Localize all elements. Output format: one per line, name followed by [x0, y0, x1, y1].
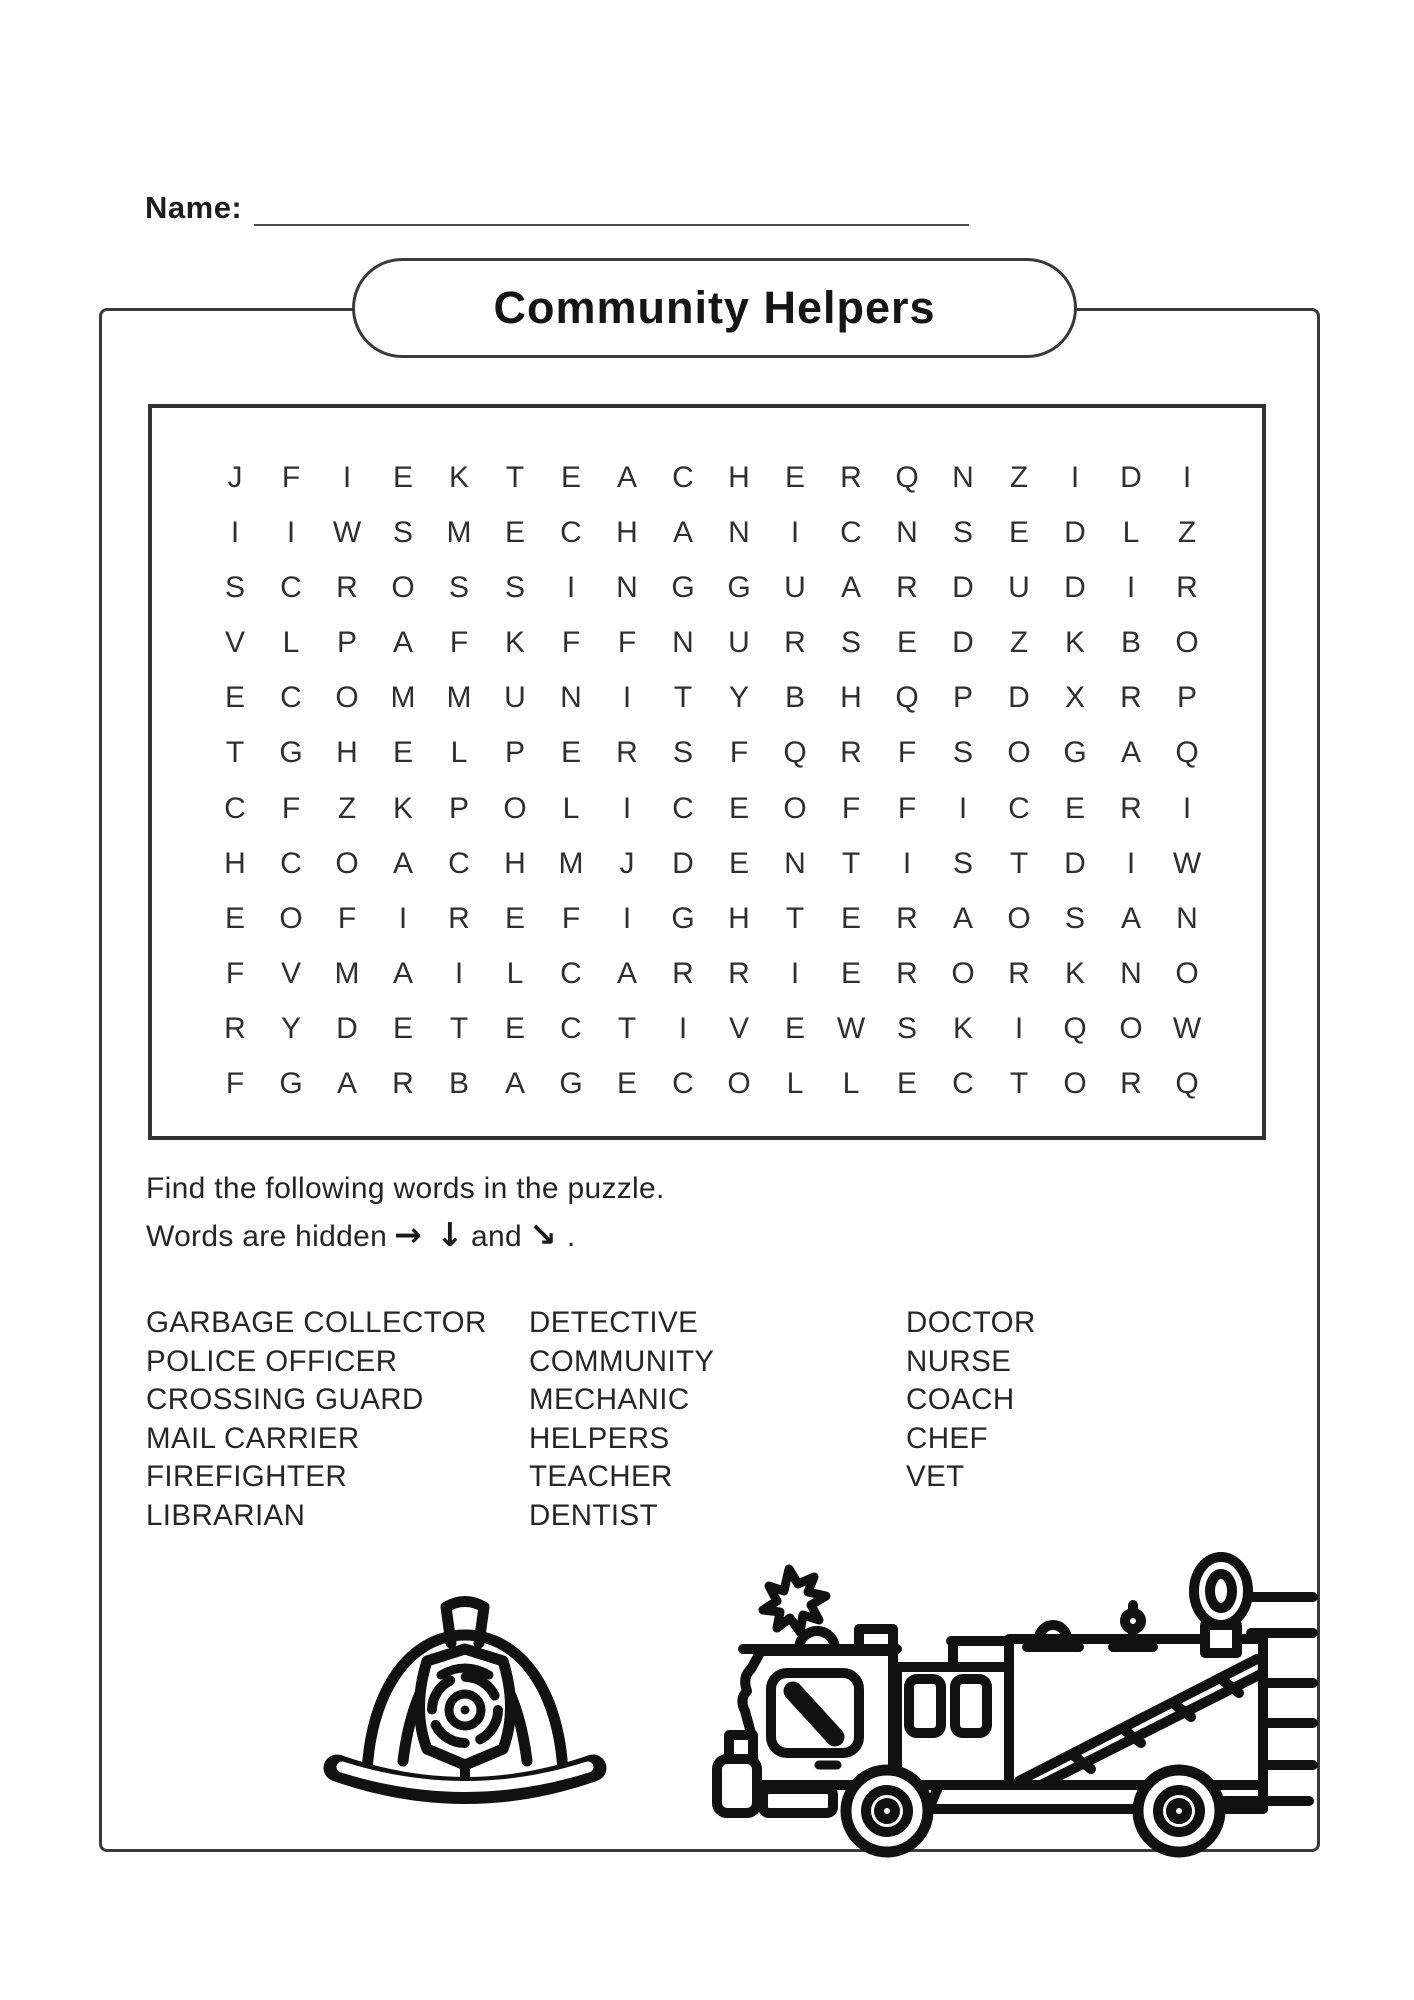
- grid-letter: M: [446, 515, 472, 549]
- word-list-column: [529, 1304, 715, 1535]
- word-list-column: [146, 1304, 487, 1535]
- grid-letter: T: [505, 460, 525, 494]
- grid-letter: T: [785, 901, 805, 935]
- grid-letter: R: [896, 570, 918, 604]
- grid-letter: M: [558, 846, 584, 880]
- grid-letter: C: [448, 846, 470, 880]
- word-list-item: MECHANIC: [529, 1383, 690, 1416]
- grid-letter: D: [952, 570, 974, 604]
- grid-letter: O: [1007, 901, 1031, 935]
- grid-letter: G: [671, 901, 695, 935]
- grid-letter: M: [390, 681, 416, 715]
- grid-letter: R: [728, 957, 750, 991]
- grid-letter: Q: [1175, 1067, 1199, 1101]
- grid-letter: Q: [783, 736, 807, 770]
- grid-letter: L: [562, 791, 580, 825]
- grid-letter: H: [224, 846, 246, 880]
- grid-letter: E: [392, 1012, 413, 1046]
- grid-letter: C: [280, 846, 302, 880]
- grid-letter: R: [672, 957, 694, 991]
- grid-letter: F: [561, 626, 581, 660]
- word-list-item: TEACHER: [529, 1460, 673, 1493]
- grid-letter: F: [225, 957, 245, 991]
- grid-letter: B: [448, 1067, 469, 1101]
- grid-letter: E: [784, 460, 805, 494]
- grid-letter: F: [449, 626, 469, 660]
- grid-letter: I: [902, 846, 912, 880]
- grid-letter: R: [840, 736, 862, 770]
- grid-letter: W: [1172, 846, 1202, 880]
- grid-letter: T: [673, 681, 693, 715]
- grid-letter: R: [448, 901, 470, 935]
- grid-letter: D: [952, 626, 974, 660]
- grid-letter: S: [840, 626, 861, 660]
- grid-letter: I: [342, 460, 352, 494]
- grid-letter: Q: [1175, 736, 1199, 770]
- grid-letter: M: [446, 681, 472, 715]
- grid-letter: S: [952, 515, 973, 549]
- grid-letter: G: [1063, 736, 1087, 770]
- grid-letter: I: [230, 515, 240, 549]
- grid-letter: S: [952, 736, 973, 770]
- grid-letter: N: [1176, 901, 1198, 935]
- word-search-box: [148, 404, 1266, 1140]
- grid-letter: K: [392, 791, 413, 825]
- arrow-right-icon: →: [394, 1215, 423, 1254]
- grid-letter: F: [729, 736, 749, 770]
- grid-letter: R: [336, 570, 358, 604]
- grid-letter: S: [1064, 901, 1085, 935]
- grid-letter: F: [281, 460, 301, 494]
- grid-letter: N: [616, 570, 638, 604]
- instructions-period: .: [566, 1220, 576, 1253]
- grid-letter: D: [1064, 846, 1086, 880]
- grid-letter: L: [450, 736, 468, 770]
- grid-letter: A: [840, 570, 861, 604]
- grid-letter: R: [840, 460, 862, 494]
- grid-letter: L: [1122, 515, 1140, 549]
- grid-letter: G: [279, 736, 303, 770]
- grid-letter: I: [1182, 791, 1192, 825]
- page-title: Community Helpers: [493, 282, 936, 333]
- grid-letter: Q: [1063, 1012, 1087, 1046]
- grid-letter: E: [728, 846, 749, 880]
- grid-letter: E: [224, 901, 245, 935]
- grid-letter: K: [504, 626, 525, 660]
- grid-letter: C: [280, 570, 302, 604]
- grid-letter: X: [1064, 681, 1085, 715]
- grid-letter: T: [841, 846, 861, 880]
- grid-letter: U: [504, 681, 526, 715]
- grid-letter: W: [332, 515, 362, 549]
- grid-letter: O: [1175, 626, 1199, 660]
- grid-letter: I: [1126, 570, 1136, 604]
- firefighter-helmet-icon: [315, 1577, 615, 1822]
- grid-letter: J: [619, 846, 635, 880]
- grid-letter: C: [1008, 791, 1030, 825]
- grid-letter: E: [504, 901, 525, 935]
- grid-letter: E: [840, 957, 861, 991]
- grid-letter: H: [728, 901, 750, 935]
- firefighter-helmet-illustration: [315, 1577, 615, 1822]
- grid-letter: C: [560, 1012, 582, 1046]
- grid-letter: E: [616, 1067, 637, 1101]
- grid-letter: N: [784, 846, 806, 880]
- instructions-conjunction: and: [470, 1220, 522, 1253]
- grid-letter: E: [560, 736, 581, 770]
- word-list-item: LIBRARIAN: [146, 1498, 306, 1532]
- grid-letter: I: [790, 515, 800, 549]
- grid-letter: E: [560, 460, 581, 494]
- grid-letter: H: [840, 681, 862, 715]
- grid-letter: H: [728, 460, 750, 494]
- grid-letter: K: [1064, 626, 1085, 660]
- grid-letter: T: [617, 1012, 637, 1046]
- grid-letter: I: [622, 901, 632, 935]
- grid-letter: D: [1064, 515, 1086, 549]
- grid-letter: A: [504, 1067, 525, 1101]
- instructions-line2-prefix: Words are hidden: [146, 1220, 388, 1253]
- name-blank-line: [254, 190, 969, 226]
- grid-letter: T: [1009, 846, 1029, 880]
- grid-letter: E: [504, 1012, 525, 1046]
- grid-letter: E: [1064, 791, 1085, 825]
- grid-letter: D: [1008, 681, 1030, 715]
- grid-letter: A: [672, 515, 693, 549]
- grid-letter: F: [337, 901, 357, 935]
- grid-letter: N: [672, 626, 694, 660]
- grid-letter: D: [336, 1012, 358, 1046]
- word-list-item: MAIL CARRIER: [146, 1421, 360, 1455]
- grid-letter: K: [1064, 957, 1085, 991]
- grid-letter: C: [672, 791, 694, 825]
- grid-letter: O: [727, 1067, 751, 1101]
- grid-letter: F: [281, 791, 301, 825]
- grid-letter: Y: [280, 1012, 301, 1046]
- grid-letter: R: [616, 736, 638, 770]
- grid-letter: E: [896, 626, 917, 660]
- grid-letter: P: [448, 791, 469, 825]
- grid-letter: P: [504, 736, 525, 770]
- grid-letter: K: [952, 1012, 973, 1046]
- grid-letter: O: [1007, 736, 1031, 770]
- grid-letter: H: [504, 846, 526, 880]
- fire-truck-icon: [701, 1533, 1325, 1863]
- grid-letter: H: [616, 515, 638, 549]
- word-list-item: VET: [906, 1460, 965, 1493]
- grid-letter: S: [504, 570, 525, 604]
- grid-letter: S: [448, 570, 469, 604]
- grid-letter: I: [958, 791, 968, 825]
- grid-letter: R: [1120, 1067, 1142, 1101]
- word-search-grid: [207, 450, 1215, 1112]
- grid-letter: O: [335, 846, 359, 880]
- grid-letter: L: [506, 957, 524, 991]
- grid-letter: C: [672, 460, 694, 494]
- grid-letter: E: [392, 460, 413, 494]
- grid-letter: E: [504, 515, 525, 549]
- grid-letter: N: [952, 460, 974, 494]
- grid-letter: T: [225, 736, 245, 770]
- grid-letter: A: [392, 957, 413, 991]
- grid-letter: I: [1182, 460, 1192, 494]
- grid-letter: V: [728, 1012, 749, 1046]
- grid-letter: V: [280, 957, 301, 991]
- grid-letter: Z: [337, 791, 357, 825]
- grid-letter: I: [286, 515, 296, 549]
- grid-letter: C: [560, 515, 582, 549]
- grid-letter: I: [566, 570, 576, 604]
- grid-letter: O: [335, 681, 359, 715]
- grid-letter: E: [896, 1067, 917, 1101]
- grid-letter: C: [840, 515, 862, 549]
- word-list-item: DOCTOR: [906, 1306, 1036, 1339]
- title-pill: [352, 258, 1077, 358]
- grid-letter: T: [449, 1012, 469, 1046]
- grid-letter: A: [392, 846, 413, 880]
- grid-letter: U: [728, 626, 750, 660]
- name-row: [145, 190, 1035, 226]
- grid-letter: W: [1172, 1012, 1202, 1046]
- word-list-item: DETECTIVE: [529, 1306, 699, 1339]
- grid-letter: N: [728, 515, 750, 549]
- grid-letter: S: [392, 515, 413, 549]
- grid-letter: E: [224, 681, 245, 715]
- grid-letter: R: [896, 901, 918, 935]
- instructions-line1: Find the following words in the puzzle.: [146, 1172, 665, 1205]
- instructions-line2: [146, 1212, 665, 1260]
- grid-letter: O: [1119, 1012, 1143, 1046]
- grid-letter: W: [836, 1012, 866, 1046]
- grid-letter: U: [784, 570, 806, 604]
- word-list-item: POLICE OFFICER: [146, 1344, 398, 1378]
- grid-letter: D: [1064, 570, 1086, 604]
- word-list-item: DENTIST: [529, 1498, 658, 1532]
- word-list-item: COMMUNITY: [529, 1344, 715, 1378]
- grid-letter: A: [1120, 736, 1141, 770]
- grid-letter: N: [560, 681, 582, 715]
- grid-letter: O: [503, 791, 527, 825]
- arrow-down-icon: ↓: [436, 1215, 464, 1254]
- grid-letter: E: [392, 736, 413, 770]
- grid-letter: I: [790, 957, 800, 991]
- word-list-item: CHEF: [906, 1421, 988, 1455]
- name-label: Name:: [145, 190, 243, 225]
- grid-letter: A: [616, 957, 637, 991]
- grid-letter: H: [336, 736, 358, 770]
- grid-letter: R: [1120, 681, 1142, 715]
- grid-letter: G: [727, 570, 751, 604]
- grid-letter: I: [1126, 846, 1136, 880]
- grid-letter: E: [784, 1012, 805, 1046]
- grid-letter: F: [225, 1067, 245, 1101]
- grid-letter: I: [1014, 1012, 1024, 1046]
- grid-letter: R: [392, 1067, 414, 1101]
- grid-letter: O: [391, 570, 415, 604]
- grid-letter: O: [1063, 1067, 1087, 1101]
- grid-letter: U: [1008, 570, 1030, 604]
- grid-letter: Z: [1009, 626, 1029, 660]
- grid-letter: G: [279, 1067, 303, 1101]
- grid-letter: D: [672, 846, 694, 880]
- grid-letter: A: [336, 1067, 357, 1101]
- grid-letter: O: [951, 957, 975, 991]
- grid-letter: I: [622, 791, 632, 825]
- grid-letter: F: [897, 736, 917, 770]
- grid-letter: O: [279, 901, 303, 935]
- grid-letter: P: [336, 626, 357, 660]
- grid-letter: F: [841, 791, 861, 825]
- grid-letter: I: [454, 957, 464, 991]
- grid-letter: S: [672, 736, 693, 770]
- grid-letter: I: [622, 681, 632, 715]
- grid-letter: R: [1120, 791, 1142, 825]
- grid-letter: L: [282, 626, 300, 660]
- grid-letter: F: [617, 626, 637, 660]
- word-list-item: FIREFIGHTER: [146, 1460, 348, 1493]
- grid-letter: S: [896, 1012, 917, 1046]
- grid-letter: A: [392, 626, 413, 660]
- grid-letter: E: [1008, 515, 1029, 549]
- grid-letter: L: [786, 1067, 804, 1101]
- grid-letter: S: [952, 846, 973, 880]
- grid-letter: Q: [895, 681, 919, 715]
- grid-letter: R: [784, 626, 806, 660]
- grid-letter: A: [1120, 901, 1141, 935]
- grid-letter: R: [896, 957, 918, 991]
- grid-letter: C: [280, 681, 302, 715]
- word-list-item: COACH: [906, 1383, 1015, 1416]
- grid-letter: T: [1009, 1067, 1029, 1101]
- grid-letter: F: [561, 901, 581, 935]
- grid-letter: Z: [1009, 460, 1029, 494]
- grid-letter: G: [559, 1067, 583, 1101]
- fire-truck-illustration: [701, 1533, 1325, 1863]
- word-list-item: HELPERS: [529, 1421, 670, 1455]
- grid-letter: O: [1175, 957, 1199, 991]
- grid-letter: B: [784, 681, 805, 715]
- grid-letter: N: [1120, 957, 1142, 991]
- grid-letter: P: [1176, 681, 1197, 715]
- grid-letter: Z: [1177, 515, 1197, 549]
- grid-letter: V: [224, 626, 245, 660]
- grid-letter: N: [896, 515, 918, 549]
- grid-letter: Y: [728, 681, 749, 715]
- grid-letter: M: [334, 957, 360, 991]
- grid-letter: C: [672, 1067, 694, 1101]
- grid-letter: E: [728, 791, 749, 825]
- grid-letter: Q: [895, 460, 919, 494]
- grid-letter: A: [952, 901, 973, 935]
- word-list-item: CROSSING GUARD: [146, 1383, 424, 1416]
- word-list-item: GARBAGE COLLECTOR: [146, 1306, 487, 1339]
- word-list-column: [906, 1304, 1036, 1497]
- grid-letter: I: [678, 1012, 688, 1046]
- word-list-item: NURSE: [906, 1344, 1012, 1378]
- grid-letter: I: [398, 901, 408, 935]
- grid-letter: D: [1120, 460, 1142, 494]
- grid-letter: F: [897, 791, 917, 825]
- instructions: [146, 1166, 665, 1260]
- grid-letter: R: [224, 1012, 246, 1046]
- grid-letter: A: [616, 460, 637, 494]
- grid-letter: R: [1008, 957, 1030, 991]
- grid-letter: R: [1176, 570, 1198, 604]
- grid-letter: B: [1120, 626, 1141, 660]
- grid-letter: L: [842, 1067, 860, 1101]
- grid-letter: J: [227, 460, 243, 494]
- grid-letter: C: [560, 957, 582, 991]
- grid-letter: E: [840, 901, 861, 935]
- arrow-diagonal-icon: ↘: [528, 1215, 557, 1254]
- grid-letter: K: [448, 460, 469, 494]
- grid-letter: G: [671, 570, 695, 604]
- grid-letter: O: [783, 791, 807, 825]
- grid-letter: P: [952, 681, 973, 715]
- grid-letter: C: [224, 791, 246, 825]
- grid-letter: C: [952, 1067, 974, 1101]
- grid-letter: I: [1070, 460, 1080, 494]
- grid-letter: S: [224, 570, 245, 604]
